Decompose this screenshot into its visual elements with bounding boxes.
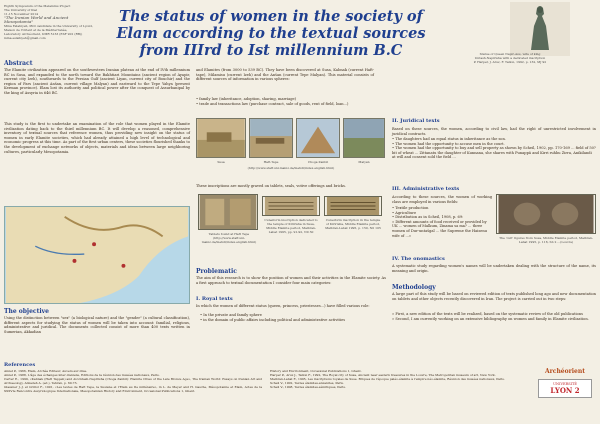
- cult-figures-image: [496, 194, 596, 234]
- juridical-bullets: [392, 137, 596, 160]
- malyan-photo: [343, 118, 385, 158]
- reference-item: Amiet P., 1988, L'âge des échanges inter-iraniens, Editions de la réunion des musées nationaux, Paris.: [4, 373, 160, 377]
- symposium-line: The University of Kiel: [4, 8, 38, 12]
- abstract-text-continued: and Elamites (from 3000 to 539 BC). They have been discovered at Susa, Kabnak (current Haft-tape), Milamisu (current Izeh) and the Anšan (current Tepe Malyan). This material consists of different sources of information in various spheres:: [196, 68, 374, 82]
- list-item: • The daughters had an equal status in inheritance as the son.: [392, 137, 506, 141]
- methodology-heading: Methodology: [392, 284, 436, 291]
- list-item: • In the private and family sphere: [200, 313, 262, 317]
- author-email: mina.eslahiyeh@gmail.com: [4, 36, 46, 40]
- methodology-text: A large part of this study will be based on reviewed edition of texts published long ago and new documentation on tablets and other objects recently discovered in Iran. The project is carried out in two steps:: [392, 292, 596, 301]
- caption-line: P. Harper, J. Aruz, F. Tallon, 1992, p. 132, MJ 92: [473, 60, 547, 64]
- list-item: • trade and transactions law (purchase contract, sale of goods, rent of field, loan...): [196, 101, 349, 106]
- photo-label: Haft-Tepe: [263, 160, 279, 164]
- susa-photo: [196, 118, 246, 158]
- reference-item: Scheil V., 1902, Textes élamites-anzanites, Paris.: [270, 381, 344, 385]
- references-right: [270, 369, 532, 389]
- list-item: • Agriculture: [392, 210, 417, 215]
- reference-item: Glassner J.-J. et Grillot F., 1991, «Les textes de Haft Tepe, la Susiane et l'Elam au IIe millénaire», in L. de Meyer and H. Gasche, Mésopotamie et Elam, Actes de la XXXVIe Rencontre Assyriologique Internationale, Mesopotamian History and Environment, Occasional Publications 1, Ghent.: [4, 385, 262, 393]
- administrative-text: According to these sources, the women of working class are employed in various fields:: [392, 195, 492, 204]
- juridical-heading: II. Juridical texts: [392, 118, 440, 124]
- royal-texts-text: In which the women of different status (queen, princess, priestesses...) have filled various role:: [196, 304, 370, 308]
- administrative-heading: III. Administrative texts: [392, 186, 460, 192]
- problematic-text: The aim of this research is to show the position of women and their activities in the Elamite society. As a first approach to textual documentation I consider four main categories:: [196, 276, 386, 285]
- university-label: UNIVERSITÉ: [553, 382, 577, 386]
- reference-item: Harper P., Aruz J., Tallon F., 1992, The Royal city of Susa, Ancient near eastern treasures in the Louvre, The Metropolitan museum of art, New York.: [270, 373, 496, 377]
- tablet-image: [198, 194, 258, 230]
- statue-caption: [440, 52, 580, 64]
- objective-text: Using the distinction between "sex" (a biological nature) and the "gender" (a cultural classification), different aspects for studying the status of women will be taken into account: familial, religious, administrative and juridical. The documents collected consist of more than 400 texts written in Sumerian, Akkadian: [4, 316, 190, 334]
- tablet-caption: Tablets found at Haft Tepe (http://www.staff.uni-mainz.de/mehdi/index.english.html): [201, 232, 257, 244]
- inscription-image: [324, 196, 382, 216]
- list-item: • in the domain of public affairs including political and administrative activities: [200, 317, 346, 322]
- photo-label: Susa: [217, 160, 225, 164]
- methodology-bullets: [392, 312, 596, 321]
- list-item: » Second, I am currently working on an extensive bibliography on women and family in Elamite civilization.: [392, 316, 589, 321]
- institution-logos: [538, 368, 592, 420]
- archeorient-logo: Archéorient: [544, 368, 586, 375]
- symposium-theme: "The Iranian World and Ancient Mesopotamia": [4, 15, 69, 24]
- symposium-line: Eighth Symposium of the Melammu Project: [4, 4, 71, 8]
- objective-heading: The objective: [4, 308, 49, 315]
- symposium-line: 11-15 November 2014: [4, 12, 39, 16]
- reference-item: Amiet P., 1966, Elam, Archée Editeur, Auvers-sur-Oise.: [4, 369, 88, 373]
- list-item: • Textile production: [392, 206, 429, 210]
- references-heading: References: [4, 362, 36, 368]
- abstract-heading: Abstract: [4, 60, 33, 67]
- reference-item: Malbran-Labat F., 1995, Les inscriptions royales de Suse. Briques de l'époque paléo-élamite à l'empire néo-élamite, Réunion des musées nationaux, Paris.: [270, 377, 505, 381]
- abstract-text: The Elamite civilization appeared on the southwestern Iranian plateau at the end of IVth millennium BC in Susa, and expanded to the north toward the Bakhtiari Mountains (ancient region of Ayapir, current city Izeh), southwards to the Persian Gulf (ancient Liyan, current city of Bouchir) and the region of Fars (ancient Anšan, current village Malyan) and eastward to the Tepe Yahya (present Kerman province). Elam lost its authority and political power after the conquest of Assurbanipal by the king of Assyria in 646 BC.: [4, 68, 190, 95]
- juridical-text: Based on these sources, the women, according to civil law, had the right of unrestricted involvement in juridical contracts.: [392, 127, 596, 136]
- author-lab: Laboratory Archéorient, UMR 5133 (ESF 901 (RB)): [4, 32, 83, 36]
- cult-figures-caption: The 'cult' figures from Susa, Middle Elamite period, Malbran-Labat 1995, p. 116, Sb 2 ...(Louvre): [499, 236, 593, 244]
- lyon2-logo: LYON 2: [550, 386, 580, 395]
- references-left: [4, 369, 262, 393]
- photo-label: Malyan: [358, 160, 370, 164]
- caption-line: Statue of Queen Napir-Asu, wife of king: [479, 52, 541, 56]
- photo-credit: (http://www.staff.uni-mainz.de/mehdi/index.english.html): [247, 166, 335, 170]
- list-item: « Different amounts of food received or provided by UK ... women of Malkum, Zinama sa ma? ... three women of Dur-untašgal ... the Supreme the Haisenu wife of ...»: [392, 219, 488, 238]
- administrative-bullets: [392, 206, 492, 238]
- caption-line: Untash-Napirisha with a dedicated inscription: [474, 56, 546, 60]
- author-affiliation: Maison de l'Orient et de la Méditerranée,: [4, 28, 68, 32]
- elam-map: [4, 206, 190, 304]
- tablet-caption: Cuneiform inscription dedicated to the temple of Kiririsha in Susa, Middle Elamite period, Malbran-Labat 1995, pp. 91-92, N0 30: [264, 218, 318, 234]
- author-name: Mina Eslahiyeh, PhD candidate in the University of Lyon2,: [4, 24, 94, 28]
- site-photos: [196, 118, 385, 158]
- list-item: • Distribution as in Scheil, 1908, p. 69:: [392, 215, 464, 220]
- poster-title: The status of women in the society of Elam according to the textual sources from IIIrd to Ist millennium B.C: [116, 8, 426, 59]
- problematic-heading: Problematic: [196, 268, 237, 275]
- queen-statue-image: [510, 2, 570, 56]
- royal-texts-bullets: [200, 313, 386, 322]
- symposium-info: [4, 4, 96, 40]
- list-item: • family law (inheritance, adoption, sharing, marriage): [196, 97, 297, 101]
- inscriptions-note: These inscriptions are mostly graved on tablets, seals, votive offerings and bricks.: [196, 184, 346, 188]
- list-item: • The women had the opportunity to buy and sell property as shown by Scheil, 1902, pp. 170-169 ... field of 50? bit of wheat ... Zittanatu the daughter of Kunnana, she shares with Punappā and Kirri ruhhu Zirra, Anikilandi at will and consent sold the field ...: [392, 146, 596, 160]
- list-item: • The women had the opportunity to accuse men in the court.: [392, 141, 505, 146]
- choga-zanbil-photo: [296, 118, 340, 158]
- onomastics-text: A systematic study regarding women's names will be undertaken dealing with the structure of the name, its meaning and origin.: [392, 264, 596, 273]
- royal-texts-heading: I. Royal texts: [196, 296, 233, 302]
- list-item: » First, a new edition of the texts will be realized, based on the systematic review of the old publications: [392, 312, 583, 316]
- tablet-caption: Cuneiform inscription in the temple of Kiririsha, Middle Elamite period, Malbran-Labat 1995, p. 150, N0 105: [325, 218, 381, 230]
- haft-tepe-photo: [249, 118, 293, 158]
- photo-label: Choga Zanbil: [307, 160, 329, 164]
- reference-item: History and Environment, Occasional Publications 1, Ghent.: [270, 369, 362, 373]
- abstract-bullets: [196, 97, 376, 106]
- reference-item: Carter E., 1999, «Kabnak (Haft Tappeh) and Al-Untash-Napirisha (Choga Zanbil): Elamite Cities of the Late Bronze Age», The Iranian World: Essays on Iranian Art and Archaeology, Alizadeh A. (ed.), Tehran, p. 60-73.: [4, 377, 262, 385]
- reference-item: Scheil V., 1908, Textes élamites-sémitiques, Paris.: [270, 385, 346, 389]
- inscription-image: [262, 196, 320, 216]
- abstract-text-2: This study is the first to undertake an examination of the role that women played in the Elamite civilization dating back to the third millennium BC. It will develop a reasoned, comprehensive inventory of textual sources that reference women, thus providing new insight on the status of women in early Elamite societies, which had already attained a high level of technological and economic progress at this time. As part of the first urban centers, these societies flourished thanks to the development of exchange networks of objects, materials and ideas between large neighboring cultures, particularly Mesopotamia.: [4, 122, 190, 154]
- onomastics-heading: IV. The onomastics: [392, 256, 445, 262]
